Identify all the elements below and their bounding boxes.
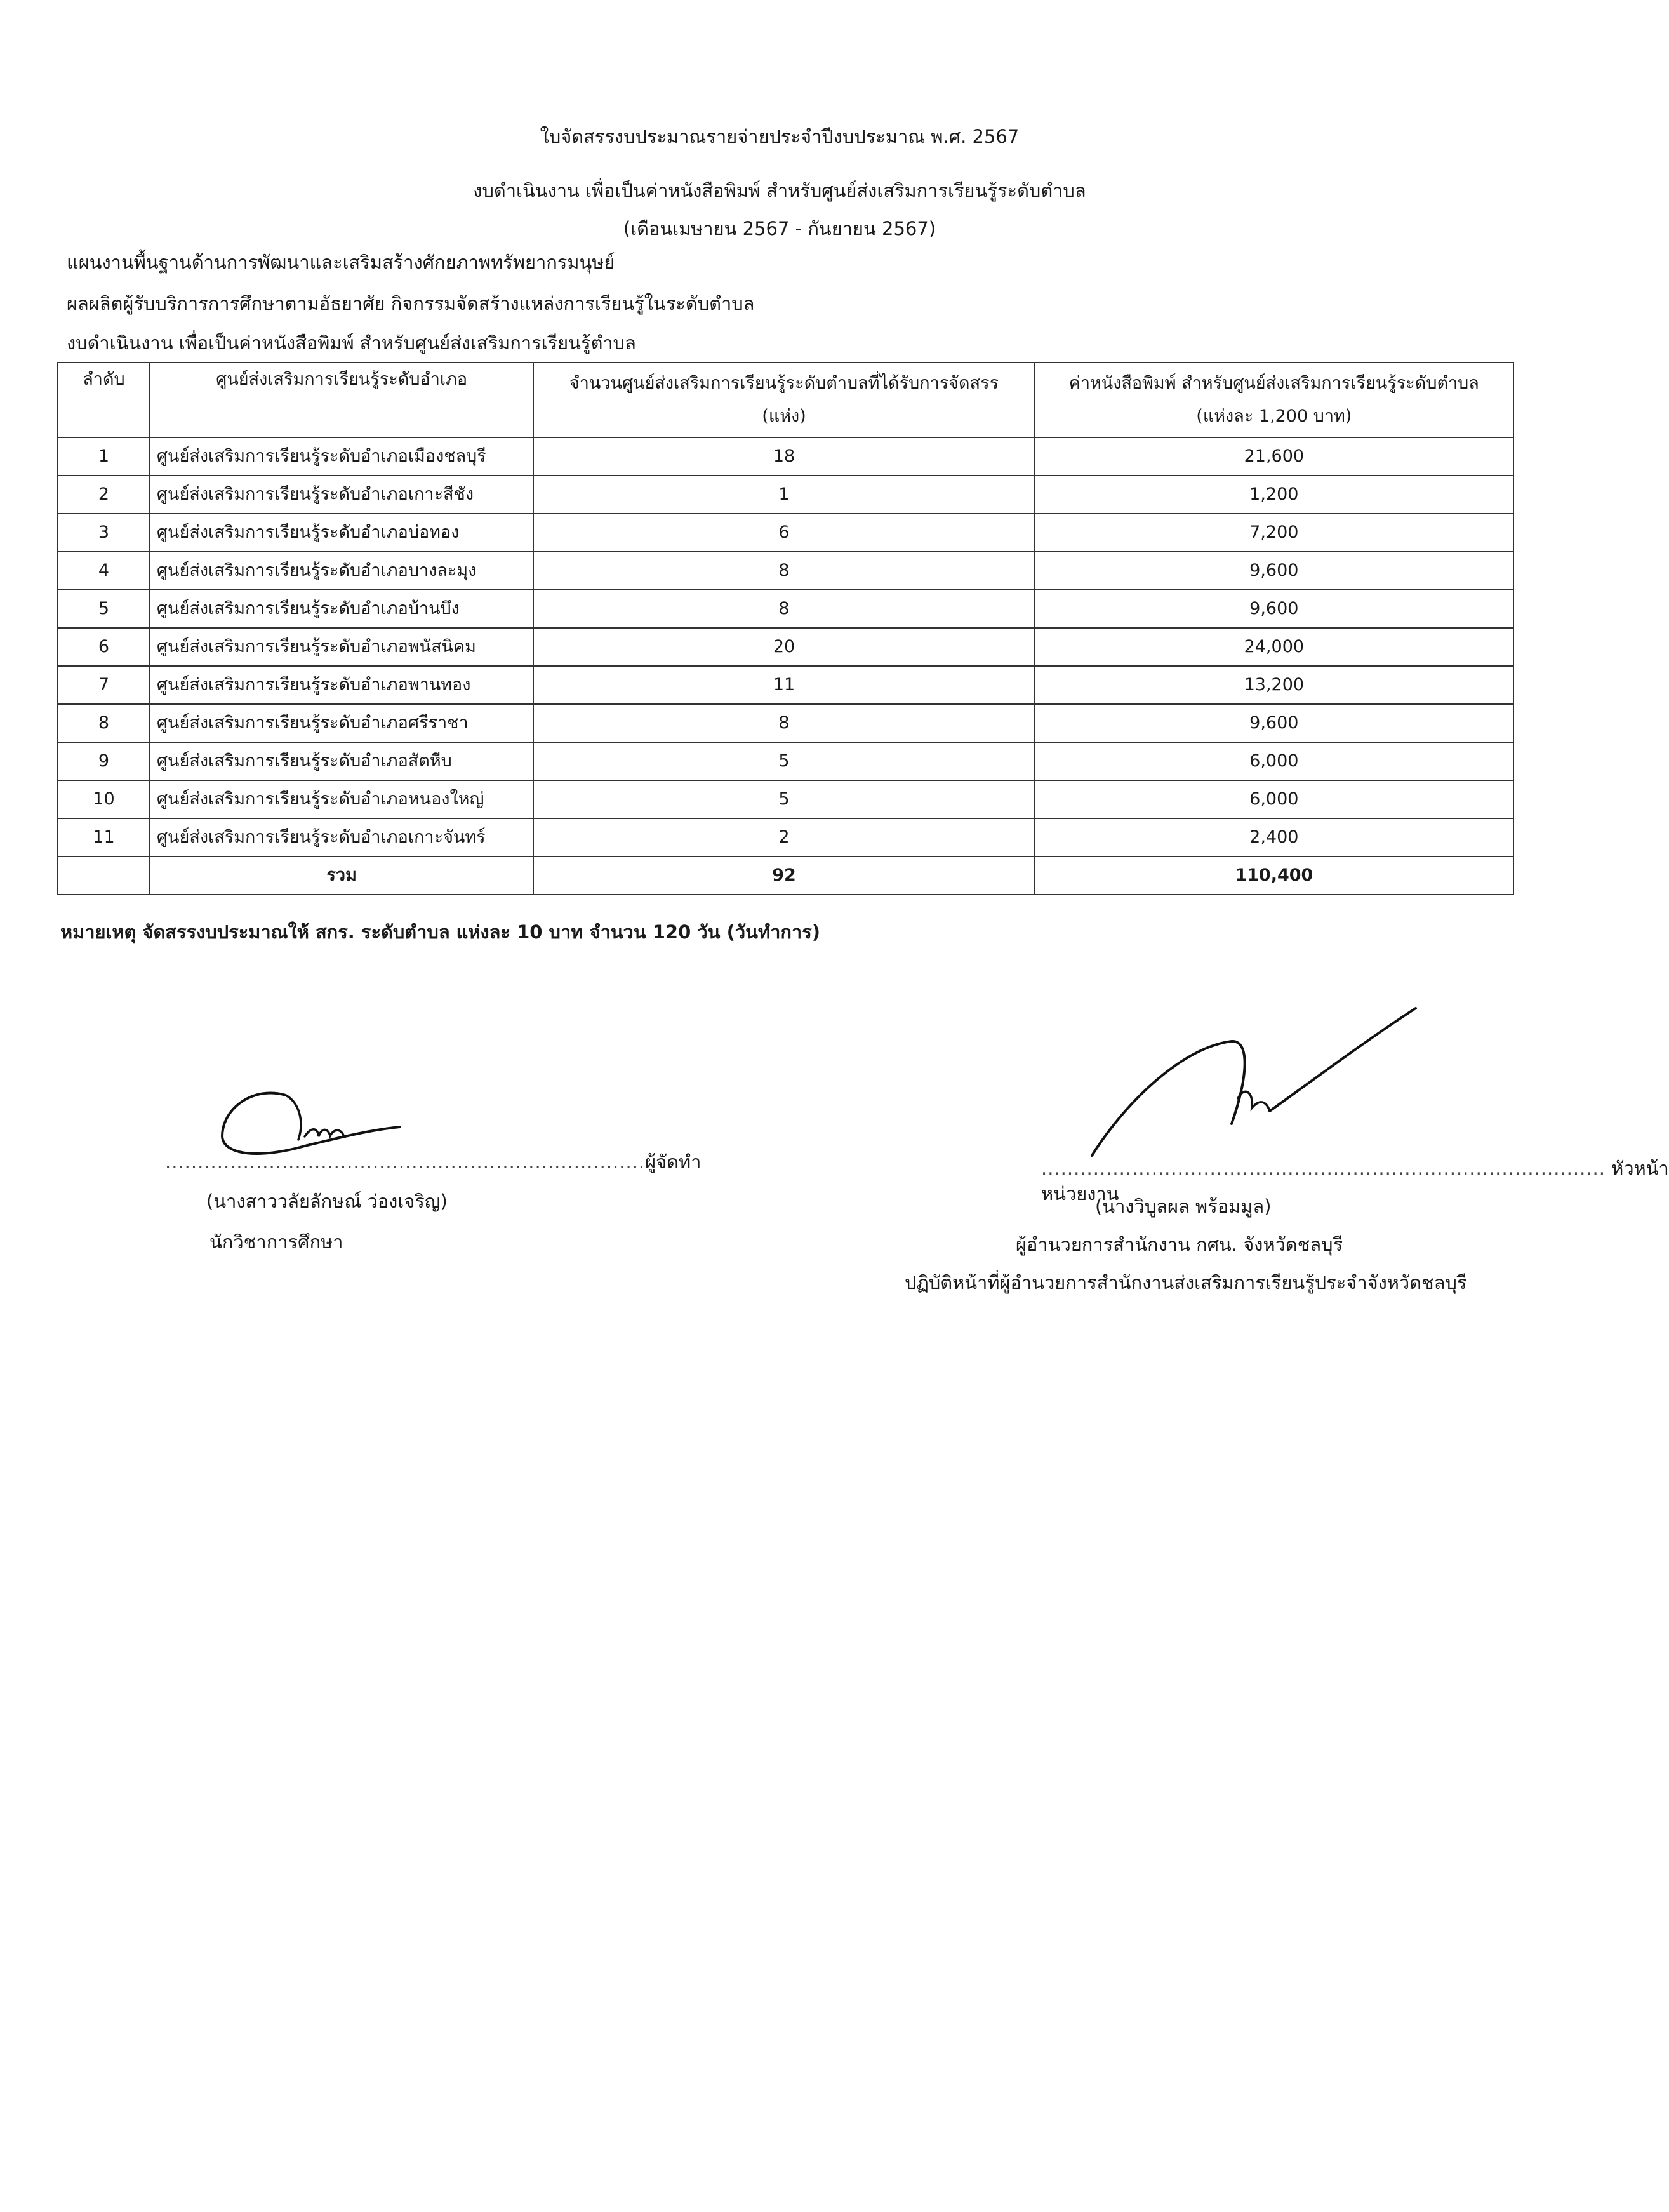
- cell-empty: [58, 856, 150, 895]
- cell-cost: 9,600: [1035, 590, 1513, 628]
- table-row: [58, 818, 1513, 856]
- cell-no: 5: [58, 590, 150, 628]
- table-row: [58, 476, 1513, 514]
- plan-line: แผนงานพื้นฐานด้านการพัฒนาและเสริมสร้างศักยภาพทรัพยากรมนุษย์: [67, 251, 615, 273]
- cell-no: 3: [58, 514, 150, 552]
- cell-center: ศูนย์ส่งเสริมการเรียนรู้ระดับอำเภอบ้านบึง: [150, 590, 533, 628]
- cell-center: ศูนย์ส่งเสริมการเรียนรู้ระดับอำเภอบางละมุง: [150, 552, 533, 590]
- table-header-row: [58, 363, 1513, 437]
- output-line: ผลผลิตผู้รับบริการการศึกษาตามอัธยาศัย กิจกรรมจัดสร้างแหล่งการเรียนรู้ในระดับตำบล: [67, 293, 755, 314]
- cell-center: ศูนย์ส่งเสริมการเรียนรู้ระดับอำเภอเมืองชลบุรี: [150, 437, 533, 476]
- cell-count: 20: [533, 628, 1034, 666]
- cell-count: 5: [533, 780, 1034, 818]
- cell-center: ศูนย์ส่งเสริมการเรียนรู้ระดับอำเภอพนัสนิคม: [150, 628, 533, 666]
- table-row: [58, 590, 1513, 628]
- header-cost: [1035, 363, 1513, 437]
- header-count: [533, 363, 1034, 437]
- cell-cost: 6,000: [1035, 742, 1513, 780]
- head-position-1: ผู้อำนวยการสำนักงาน กศน. จังหวัดชลบุรี: [1016, 1234, 1343, 1255]
- document-title: ใบจัดสรรงบประมาณรายจ่ายประจำปีงบประมาณ พ.ศ. 2567: [540, 126, 1020, 147]
- cell-count: 6: [533, 514, 1034, 552]
- cell-center: ศูนย์ส่งเสริมการเรียนรู้ระดับอำเภอบ่อทอง: [150, 514, 533, 552]
- cell-count: 2: [533, 818, 1034, 856]
- table-row: [58, 514, 1513, 552]
- cell-cost: 24,000: [1035, 628, 1513, 666]
- header-no: [58, 363, 150, 437]
- cell-no: 6: [58, 628, 150, 666]
- cell-center: ศูนย์ส่งเสริมการเรียนรู้ระดับอำเภอสัตหีบ: [150, 742, 533, 780]
- table-row: [58, 628, 1513, 666]
- table-row: [58, 666, 1513, 704]
- cell-no: 8: [58, 704, 150, 742]
- header-count-line2: (แห่ง): [762, 406, 806, 426]
- cell-cost: 2,400: [1035, 818, 1513, 856]
- head-role: หัวหน้าหน่วยงาน: [1041, 1157, 1669, 1204]
- head-signature: [1086, 1003, 1428, 1162]
- cell-no: 9: [58, 742, 150, 780]
- total-cost: 110,400: [1035, 856, 1513, 895]
- cell-cost: 21,600: [1035, 437, 1513, 476]
- cell-center: ศูนย์ส่งเสริมการเรียนรู้ระดับอำเภอศรีราชา: [150, 704, 533, 742]
- remark-note: หมายเหตุ จัดสรรงบประมาณให้ สกร. ระดับตำบล แห่งละ 10 บาท จำนวน 120 วัน (วันทำการ): [60, 921, 821, 943]
- header-center: [150, 363, 533, 437]
- header-cost-line1: ค่าหนังสือพิมพ์ สำหรับศูนย์ส่งเสริมการเรียนรู้ระดับตำบล: [1068, 373, 1479, 393]
- cell-no: 1: [58, 437, 150, 476]
- cell-cost: 7,200: [1035, 514, 1513, 552]
- cell-count: 5: [533, 742, 1034, 780]
- cell-center: ศูนย์ส่งเสริมการเรียนรู้ระดับอำเภอหนองใหญ่: [150, 780, 533, 818]
- cell-count: 8: [533, 590, 1034, 628]
- allocation-table: [57, 362, 1514, 895]
- cell-no: 11: [58, 818, 150, 856]
- preparer-name: (นางสาววลัยลักษณ์ ว่องเจริญ): [206, 1190, 448, 1212]
- cell-no: 10: [58, 780, 150, 818]
- header-center-text: ศูนย์ส่งเสริมการเรียนรู้ระดับอำเภอ: [216, 370, 468, 389]
- cell-no: 2: [58, 476, 150, 514]
- table-row: [58, 552, 1513, 590]
- cell-cost: 6,000: [1035, 780, 1513, 818]
- head-dotted-line: .......................................................................................: [1041, 1157, 1606, 1179]
- table-total-row: [58, 856, 1513, 895]
- preparer-dotted-line: ..........................................................................: [165, 1151, 646, 1173]
- cell-center: ศูนย์ส่งเสริมการเรียนรู้ระดับอำเภอพานทอง: [150, 666, 533, 704]
- preparer-sign-line: [165, 1149, 701, 1175]
- cell-count: 18: [533, 437, 1034, 476]
- cell-no: 4: [58, 552, 150, 590]
- cell-center: ศูนย์ส่งเสริมการเรียนรู้ระดับอำเภอเกาะสีชัง: [150, 476, 533, 514]
- header-count-line1: จำนวนศูนย์ส่งเสริมการเรียนรู้ระดับตำบลที่ได้รับการจัดสรร: [569, 373, 999, 393]
- header-no-text: ลำดับ: [83, 370, 125, 389]
- total-count: 92: [533, 856, 1034, 895]
- head-position-2: ปฏิบัติหน้าที่ผู้อำนวยการสำนักงานส่งเสริมการเรียนรู้ประจำจังหวัดชลบุรี: [905, 1272, 1467, 1293]
- preparer-position: นักวิชาการศึกษา: [209, 1231, 343, 1253]
- document-subtitle: งบดำเนินงาน เพื่อเป็นค่าหนังสือพิมพ์ สำหรับศูนย์ส่งเสริมการเรียนรู้ระดับตำบล: [473, 180, 1086, 201]
- table-row: [58, 742, 1513, 780]
- cell-count: 11: [533, 666, 1034, 704]
- table-row: [58, 780, 1513, 818]
- preparer-role: ผู้จัดทำ: [645, 1151, 702, 1173]
- cell-cost: 13,200: [1035, 666, 1513, 704]
- cell-cost: 1,200: [1035, 476, 1513, 514]
- cell-count: 8: [533, 704, 1034, 742]
- cell-cost: 9,600: [1035, 704, 1513, 742]
- header-cost-line2: (แห่งละ 1,200 บาท): [1196, 406, 1352, 426]
- cell-center: ศูนย์ส่งเสริมการเรียนรู้ระดับอำเภอเกาะจันทร์: [150, 818, 533, 856]
- table-row: [58, 704, 1513, 742]
- total-label: รวม: [150, 856, 533, 895]
- document-period: (เดือนเมษายน 2567 - กันยายน 2567): [623, 218, 936, 239]
- budget-line: งบดำเนินงาน เพื่อเป็นค่าหนังสือพิมพ์ สำหรับศูนย์ส่งเสริมการเรียนรู้ตำบล: [67, 332, 636, 354]
- table-row: [58, 437, 1513, 476]
- cell-count: 8: [533, 552, 1034, 590]
- head-name: (นางวิบูลผล พร้อมมูล): [1095, 1196, 1272, 1217]
- cell-no: 7: [58, 666, 150, 704]
- cell-count: 1: [533, 476, 1034, 514]
- cell-cost: 9,600: [1035, 552, 1513, 590]
